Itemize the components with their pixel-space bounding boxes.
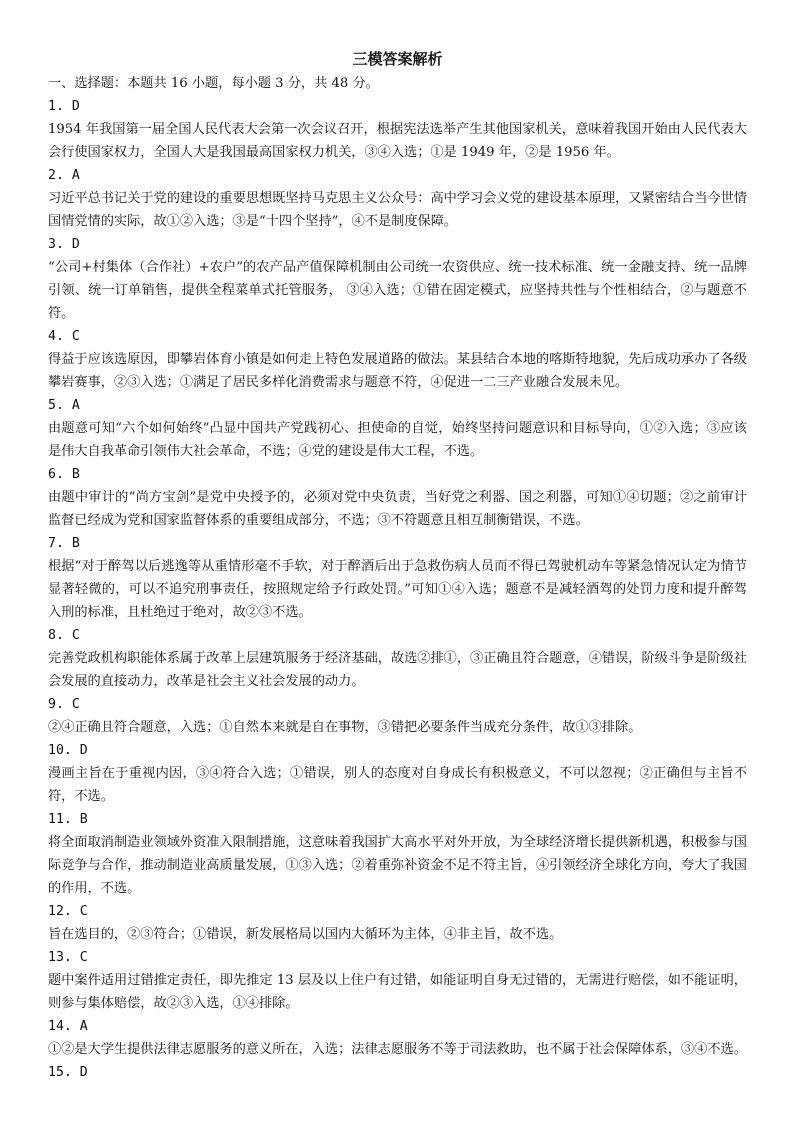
question-answer: C — [79, 950, 88, 965]
question-item — [48, 693, 747, 739]
question-item — [48, 739, 747, 808]
question-number-value: 8 — [48, 628, 56, 643]
question-explanation: 得益于应该选原因，即攀岩体育小镇是如何走上特色发展道路的做法。某县结合本地的喀斯特地貌，先后成功承办了各级攀岩赛事，②③入选；①满足了居民多样化消费需求与题意不符，④促进一二三产业融合发展未见。 — [48, 352, 747, 390]
section-header: 一、选择题：本题共 16 小题，每小题 3 分，共 48 分。 — [48, 76, 379, 91]
question-item — [48, 233, 747, 325]
question-number: 10. D — [48, 743, 88, 758]
question-explanation: 旨在选目的，②③符合；①错误，新发展格局以国内大循环为主体，④非主旨，故不选。 — [48, 927, 563, 942]
question-answer: B — [71, 467, 80, 482]
question-item — [48, 808, 747, 900]
question-number-value: 2 — [48, 168, 56, 183]
question-number-value: 5 — [48, 398, 56, 413]
question-number-value: 6 — [48, 467, 56, 482]
question-answer: D — [79, 743, 88, 758]
question-explanation: 完善党政机构职能体系属于改革上层建筑服务于经济基础，故选②排①，③正确且符合题意，④错误，阶级斗争是阶级社会发展的直接动力，改革是社会主义社会发展的动力。 — [48, 651, 747, 689]
question-explanation: 由题意可知“六个如何始终”凸显中国共产党践初心、担使命的自觉，始终坚持问题意识和目标导向，①②入选；③应该是伟大自我革命引领伟大社会革命，不选；④党的建设是伟大工程，不选。 — [48, 421, 747, 459]
question-answer: C — [71, 628, 80, 643]
question-item — [48, 95, 747, 164]
question-item — [48, 624, 747, 693]
question-number: 8. C — [48, 628, 80, 643]
question-answer: D — [71, 99, 80, 114]
question-item — [48, 532, 747, 624]
question-item — [48, 463, 747, 532]
question-answer: A — [71, 168, 80, 183]
question-number: 5. A — [48, 398, 80, 413]
question-number-value: 12 — [48, 904, 64, 919]
question-explanation: ①②是大学生提供法律志愿服务的意义所在，入选；法律志愿服务不等于司法救助，也不属于社会保障体系，③④不选。 — [48, 1042, 747, 1057]
question-answer: D — [71, 237, 80, 252]
question-number-value: 1 — [48, 99, 56, 114]
question-explanation: 漫画主旨在于重视内因，③④符合入选；①错误，别人的态度对自身成长有积极意义，不可以忽视；②正确但与主旨不符，不选。 — [48, 766, 747, 804]
question-explanation: ②④正确且符合题意，入选；①自然本来就是自在事物，③错把必要条件当成充分条件，故①③排除。 — [48, 720, 642, 735]
question-number: 13. C — [48, 950, 88, 965]
question-number-value: 11 — [48, 812, 64, 827]
question-number-value: 4 — [48, 329, 56, 344]
question-item — [48, 946, 747, 1015]
question-explanation: 1954 年我国第一届全国人民代表大会第一次会议召开，根据宪法选举产生其他国家机关，意味着我国开始由人民代表大会行使国家权力，全国人大是我国最高国家权力机关，③④入选；①是 1949 年，②是 1956 年。 — [48, 122, 747, 160]
question-number: 2. A — [48, 168, 80, 183]
question-item — [48, 325, 747, 394]
question-answer: D — [79, 1065, 88, 1080]
question-number-value: 3 — [48, 237, 56, 252]
question-answer: A — [71, 398, 80, 413]
question-explanation: 由题中审计的“尚方宝剑”是党中央授予的，必须对党中央负责，当好党之利器、国之利器，可知①④切题；②之前审计监督已经成为党和国家监督体系的重要组成部分，不选；③不符题意且相互制衡错误，不选。 — [48, 490, 747, 528]
question-number: 3. D — [48, 237, 80, 252]
question-item — [48, 394, 747, 463]
question-explanation: 题中案件适用过错推定责任，即先推定 13 层及以上住户有过错，如能证明自身无过错的，无需进行赔偿，如不能证明，则参与集体赔偿，故②③入选，①④排除。 — [48, 973, 747, 1011]
question-item — [48, 900, 747, 946]
answer-document — [48, 48, 747, 1084]
question-number-value: 10 — [48, 743, 64, 758]
question-answer: C — [79, 904, 88, 919]
question-item — [48, 1015, 747, 1061]
question-number: 6. B — [48, 467, 80, 482]
question-number: 15. D — [48, 1065, 88, 1080]
question-number-value: 9 — [48, 697, 56, 712]
question-explanation: 根据“对于醉驾以后逃逸等从重情形毫不手软，对于醉酒后出于急救伤病人员而不得已驾驶机动车等紧急情况认定为情节显著轻微的，可以不追究刑事责任，按照规定给予行政处罚。”可知①④入选；题意不是减轻酒驾的处罚力度和提升醉驾入刑的标准，且杜绝过于绝对，故②③不选。 — [48, 559, 747, 620]
question-answer: B — [79, 812, 88, 827]
question-number-value: 13 — [48, 950, 64, 965]
question-number: 12. C — [48, 904, 88, 919]
question-number: 1. D — [48, 99, 80, 114]
question-item — [48, 164, 747, 233]
question-answer: C — [71, 697, 80, 712]
question-number: 4. C — [48, 329, 80, 344]
question-number-value: 15 — [48, 1065, 64, 1080]
question-answer: C — [71, 329, 80, 344]
question-explanation: 习近平总书记关于党的建设的重要思想既坚持马克思主义公众号：高中学习会义党的建设基本原理，又紧密结合当今世情国情党情的实际，故①②入选；③是“十四个坚持”，④不是制度保障。 — [48, 191, 747, 229]
question-number: 11. B — [48, 812, 88, 827]
question-explanation: 将全面取消制造业领域外资准入限制措施，这意味着我国扩大高水平对外开放，为全球经济增长提供新机遇，积极参与国际竞争与合作，推动制造业高质量发展，①③入选；②着重弥补资金不足不符主旨，④引领经济全球化方向，夸大了我国的作用，不选。 — [48, 835, 747, 896]
question-explanation: “公司+村集体（合作社）+农户”的农产品产值保障机制由公司统一农资供应、统一技术标准、统一金融支持、统一品牌引领、统一订单销售，提供全程菜单式托管服务， ③④入选；①错在固定模式，应坚持共性与个性相结合，②与题意不符。 — [48, 260, 747, 321]
question-item — [48, 1061, 747, 1084]
question-number-value: 14 — [48, 1019, 64, 1034]
question-number-value: 7 — [48, 536, 56, 551]
question-number: 9. C — [48, 697, 80, 712]
question-answer: B — [71, 536, 80, 551]
question-number: 7. B — [48, 536, 80, 551]
question-number: 14. A — [48, 1019, 88, 1034]
document-title: 三模答案解析 — [352, 50, 443, 68]
question-answer: A — [79, 1019, 88, 1034]
